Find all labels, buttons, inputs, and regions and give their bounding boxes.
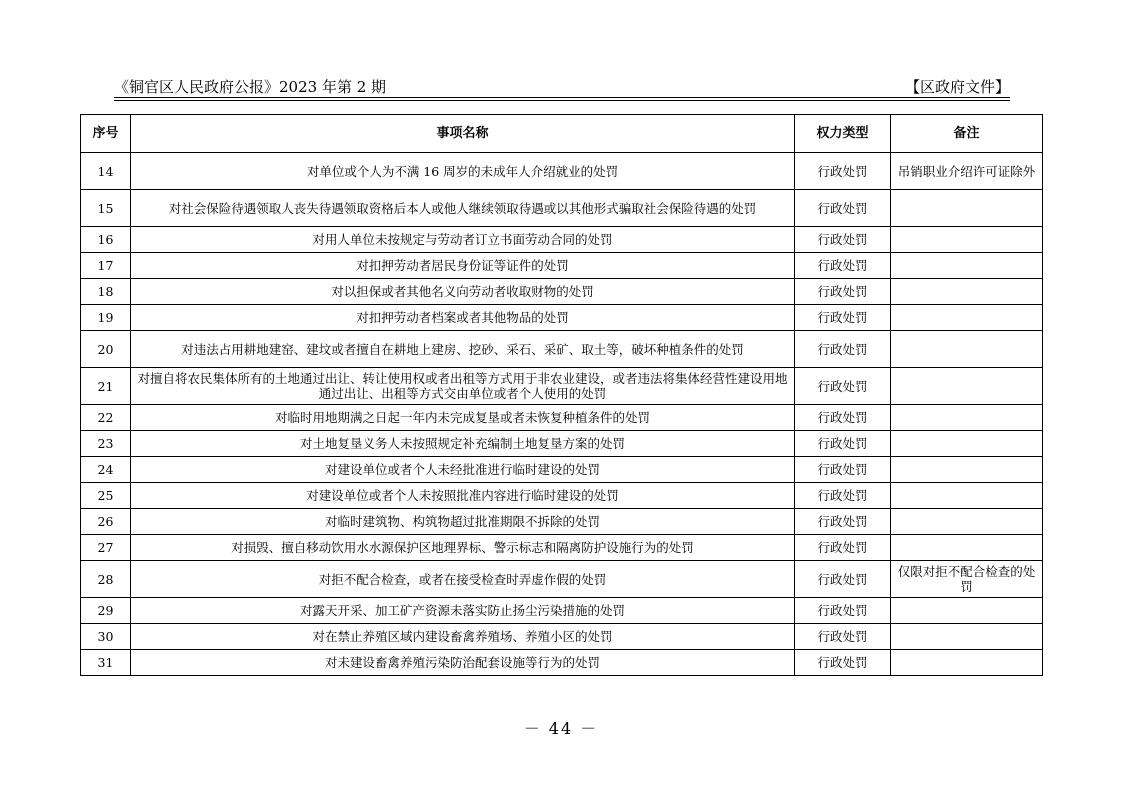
cell-item-name: 对用人单位未按规定与劳动者订立书面劳动合同的处罚: [131, 227, 795, 253]
cell-remarks: [891, 305, 1043, 331]
cell-power-type: 行政处罚: [795, 561, 891, 598]
table-row: [81, 535, 1043, 561]
cell-power-type: 行政处罚: [795, 368, 891, 405]
cell-remarks: [891, 535, 1043, 561]
cell-power-type: 行政处罚: [795, 153, 891, 190]
cell-power-type: 行政处罚: [795, 253, 891, 279]
cell-remarks: [891, 457, 1043, 483]
table-row: [81, 190, 1043, 227]
col-header-power-type: 权力类型: [795, 115, 891, 153]
cell-item-name: 对扣押劳动者档案或者其他物品的处罚: [131, 305, 795, 331]
cell-number: 19: [81, 305, 131, 331]
cell-item-name: 对损毁、擅自移动饮用水水源保护区地理界标、警示标志和隔离防护设施行为的处罚: [131, 535, 795, 561]
cell-item-name: 对临时建筑物、构筑物超过批准期限不拆除的处罚: [131, 509, 795, 535]
table-row: [81, 227, 1043, 253]
cell-remarks: 吊销职业介绍许可证除外: [891, 153, 1043, 190]
cell-number: 16: [81, 227, 131, 253]
cell-number: 23: [81, 431, 131, 457]
section-label: 【区政府文件】: [904, 78, 1010, 96]
cell-remarks: 仅限对拒不配合检查的处罚: [891, 561, 1043, 598]
cell-power-type: 行政处罚: [795, 650, 891, 676]
table-row: [81, 483, 1043, 509]
cell-power-type: 行政处罚: [795, 509, 891, 535]
cell-number: 18: [81, 279, 131, 305]
cell-remarks: [891, 227, 1043, 253]
page-header: [114, 74, 1010, 96]
cell-power-type: 行政处罚: [795, 227, 891, 253]
cell-number: 24: [81, 457, 131, 483]
table-row: [81, 624, 1043, 650]
cell-number: 31: [81, 650, 131, 676]
page-number: － 44 －: [523, 719, 599, 738]
cell-number: 26: [81, 509, 131, 535]
cell-remarks: [891, 624, 1043, 650]
cell-item-name: 对建设单位或者个人未按照批准内容进行临时建设的处罚: [131, 483, 795, 509]
table-row: [81, 153, 1043, 190]
cell-item-name: 对社会保险待遇领取人丧失待遇领取资格后本人或他人继续领取待遇或以其他形式骗取社会保险待遇的处罚: [131, 190, 795, 227]
table-row: [81, 509, 1043, 535]
table-row: [81, 368, 1043, 405]
cell-remarks: [891, 431, 1043, 457]
cell-number: 14: [81, 153, 131, 190]
header-rule: [114, 97, 1010, 98]
cell-number: 29: [81, 598, 131, 624]
cell-remarks: [891, 190, 1043, 227]
table-row: [81, 650, 1043, 676]
table-row: [81, 598, 1043, 624]
cell-number: 20: [81, 331, 131, 368]
table-row: [81, 331, 1043, 368]
cell-remarks: [891, 368, 1043, 405]
cell-remarks: [891, 598, 1043, 624]
cell-remarks: [891, 650, 1043, 676]
table-header-row: [81, 115, 1043, 153]
cell-item-name: 对以担保或者其他名义向劳动者收取财物的处罚: [131, 279, 795, 305]
table-row: [81, 405, 1043, 431]
cell-remarks: [891, 279, 1043, 305]
cell-item-name: 对土地复垦义务人未按照规定补充编制土地复垦方案的处罚: [131, 431, 795, 457]
cell-power-type: 行政处罚: [795, 535, 891, 561]
cell-item-name: 对建设单位或者个人未经批准进行临时建设的处罚: [131, 457, 795, 483]
cell-power-type: 行政处罚: [795, 624, 891, 650]
cell-remarks: [891, 253, 1043, 279]
cell-item-name: 对违法占用耕地建窑、建坟或者擅自在耕地上建房、挖砂、采石、采矿、取土等，破坏种植条件的处罚: [131, 331, 795, 368]
cell-number: 30: [81, 624, 131, 650]
cell-power-type: 行政处罚: [795, 457, 891, 483]
cell-number: 28: [81, 561, 131, 598]
cell-item-name: 对扣押劳动者居民身份证等证件的处罚: [131, 253, 795, 279]
cell-number: 25: [81, 483, 131, 509]
publication-title: 《铜官区人民政府公报》2023 年第 2 期: [114, 78, 387, 96]
col-header-remarks: 备注: [891, 115, 1043, 153]
cell-power-type: 行政处罚: [795, 598, 891, 624]
cell-item-name: 对临时用地期满之日起一年内未完成复垦或者未恢复种植条件的处罚: [131, 405, 795, 431]
cell-power-type: 行政处罚: [795, 190, 891, 227]
cell-item-name: 对未建设畜禽养殖污染防治配套设施等行为的处罚: [131, 650, 795, 676]
cell-item-name: 对擅自将农民集体所有的土地通过出让、转让使用权或者出租等方式用于非农业建设，或者违法将集体经营性建设用地通过出让、出租等方式交由单位或者个人使用的处罚: [131, 368, 795, 405]
col-header-number: 序号: [81, 115, 131, 153]
cell-number: 15: [81, 190, 131, 227]
cell-item-name: 对露天开采、加工矿产资源未落实防止扬尘污染措施的处罚: [131, 598, 795, 624]
cell-number: 21: [81, 368, 131, 405]
cell-number: 27: [81, 535, 131, 561]
header-rule-thin: [114, 100, 1010, 101]
cell-power-type: 行政处罚: [795, 483, 891, 509]
cell-power-type: 行政处罚: [795, 431, 891, 457]
cell-number: 17: [81, 253, 131, 279]
table-row: [81, 561, 1043, 598]
table-row: [81, 305, 1043, 331]
cell-power-type: 行政处罚: [795, 279, 891, 305]
items-table: [80, 114, 1043, 676]
table-row: [81, 253, 1043, 279]
cell-power-type: 行政处罚: [795, 331, 891, 368]
cell-remarks: [891, 509, 1043, 535]
cell-item-name: 对单位或个人为不满 16 周岁的未成年人介绍就业的处罚: [131, 153, 795, 190]
cell-remarks: [891, 331, 1043, 368]
table-row: [81, 431, 1043, 457]
cell-item-name: 对在禁止养殖区域内建设畜禽养殖场、养殖小区的处罚: [131, 624, 795, 650]
cell-power-type: 行政处罚: [795, 405, 891, 431]
col-header-item-name: 事项名称: [131, 115, 795, 153]
cell-remarks: [891, 405, 1043, 431]
cell-remarks: [891, 483, 1043, 509]
table-row: [81, 457, 1043, 483]
cell-item-name: 对拒不配合检查，或者在接受检查时弄虚作假的处罚: [131, 561, 795, 598]
table-row: [81, 279, 1043, 305]
cell-power-type: 行政处罚: [795, 305, 891, 331]
cell-number: 22: [81, 405, 131, 431]
